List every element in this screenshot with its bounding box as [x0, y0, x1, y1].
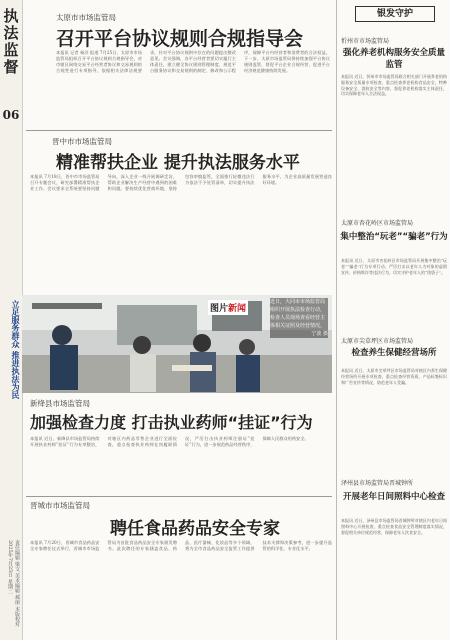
divider: [26, 130, 332, 131]
article3-kicker: 新绛县市场监管局: [30, 399, 90, 408]
photo-credit: 宁波 摄: [311, 331, 328, 337]
article4-headline: 聘任食品药品安全专家: [110, 519, 280, 539]
right-column: [336, 0, 450, 640]
divider: [26, 496, 332, 497]
right-item1-kicker: 忻州市市场监管局: [341, 38, 390, 45]
publication-info: 责任编辑 梁文 美术编辑 郝丽 本版校对 2025年7月25日 星期二: [7, 540, 20, 627]
right-item3-kicker: 太原市尖草坪区市场监管局: [341, 338, 414, 345]
caption-text: 近日，大同市市场监管局组织开展执法检查行动，检查人员现场查看经营主体相关证照及经营情况。: [270, 299, 326, 329]
photo-caption: [270, 298, 328, 338]
article2-headline: 精准帮扶企业 提升执法服务水平: [56, 153, 300, 173]
article1-kicker: 太原市市场监管局: [56, 13, 116, 22]
article4-body: 本报讯 7月20日，晋城市食品药品安全专家聘任仪式举行，晋城市市场监管局为首批食品药品安全专家颁发聘书。此次聘任的专家涵盖食品、药品、医疗器械、化妆品等多个领域，将为全市食品药品安全监管工作提供技术支撑和决策参考，进一步提升监管的科学化、专业化水平。: [30, 540, 332, 551]
right-item4-body: 本报讯 近日，泽州县市场监管局晋城钟所对辖区内老年日间照料中心开展检查，重点检查食品安全管理制度落实情况，督促相关单位规范经营，保障老年人饮食安全。: [341, 518, 447, 535]
right-item2-body: 本报讯 近日，太原市杏花岭区市场监管局开展集中整治“玩老”“骗老”行为专项行动，严厉打击以老年人为对象的虚假宣传、价格欺诈等违法行为，切实守护老年人的“钱袋子”。: [341, 258, 447, 275]
right-item3-body: 本报讯 近日，太原市尖草坪区市场监管局对辖区内养生保健经营场所开展专项检查，重点检查经营资质、产品标签标识和广告宣传等情况，防范老年人受骗。: [341, 368, 447, 385]
badge-accent: 新闻: [228, 304, 247, 314]
column-header: 银发守护: [355, 6, 435, 22]
right-item1-body: 本报讯 近日，忻州市市场监管局联合相关部门开展养老机构服务安全质量专项检查，重点检查养老机构食品安全、特种设备安全、消防安全等内容，督促养老机构落实主体责任，切实保障老年人合法权益。: [341, 74, 447, 97]
article1-body: 本报讯 记者 杨洋 报道 7月25日，太原市市场监管局组织召开平台协议规则合规指导会，对市辖区网络交易平台经营者协议和交易规则的合规性进行专项指导，依据相关法律法规要求，针对平台协议规则中存在的问题提出整改意见。会议强调，各平台经营者要切实履行主体责任，建立健全协议规则管理制度，规范平台服务协议和交易规则的制定、修改和公示程序，保障平台内经营者和消费者的合法权益。下一步，太原市场监管局将持续加强平台协议规则监管，督促平台企业合规经营，促进平台经济规范健康持续发展。: [56, 50, 330, 73]
article2-body: 本报讯 7月18日，晋中市市场监管局召开专题会议，研究部署精准帮扶企业工作。会议要求全系统要坚持问题导向，深入企业一线开展调研走访，帮助企业解决生产经营中遇到的困难和问题。要持续优化营商环境，坚持包容审慎监管，全面推行轻微违法行为依法不予处罚清单，切实提升执法服务水平，为企业高质量发展营造良好环境。: [30, 174, 332, 191]
right-item3-headline: 检查养生保健经营场所: [351, 348, 437, 358]
page-number: 06: [2, 108, 20, 122]
badge-text: 图片: [210, 304, 229, 314]
section-slogan: 立足服务群众 推进执法为民: [11, 300, 21, 399]
article1-headline: 召开平台协议规则合规指导会: [56, 28, 304, 50]
article3-headline: 加强检查力度 打击执业药师“挂证”行为: [30, 413, 313, 432]
right-item2-headline: 集中整治“玩老”“骗老”行为: [340, 232, 448, 242]
right-item4-headline: 开展老年日间照料中心检查: [342, 492, 445, 502]
right-item4-kicker: 泽州县市场监管局晋城钟所: [341, 480, 414, 487]
section-name: 执法监督: [3, 7, 19, 76]
right-item1-headline: 强化养老机构服务安全质量监管: [342, 48, 445, 70]
article4-kicker: 晋城市市场监管局: [30, 501, 90, 510]
right-item2-kicker: 太原市杏花岭区市场监管局: [341, 220, 414, 227]
photo-news-badge: [208, 300, 248, 315]
article3-body: 本报讯 近日，新绛县市场监管局持续开展执业药师“挂证”行为专项整治，对辖区内药品零售企业进行全面检查，重点检查执业药师在岗履职情况，严厉打击执业药师注册证“挂证”行为，进一步规范药品经营秩序，保障人民群众用药安全。: [30, 436, 309, 447]
article2-kicker: 晋中市市场监管局: [52, 137, 112, 146]
